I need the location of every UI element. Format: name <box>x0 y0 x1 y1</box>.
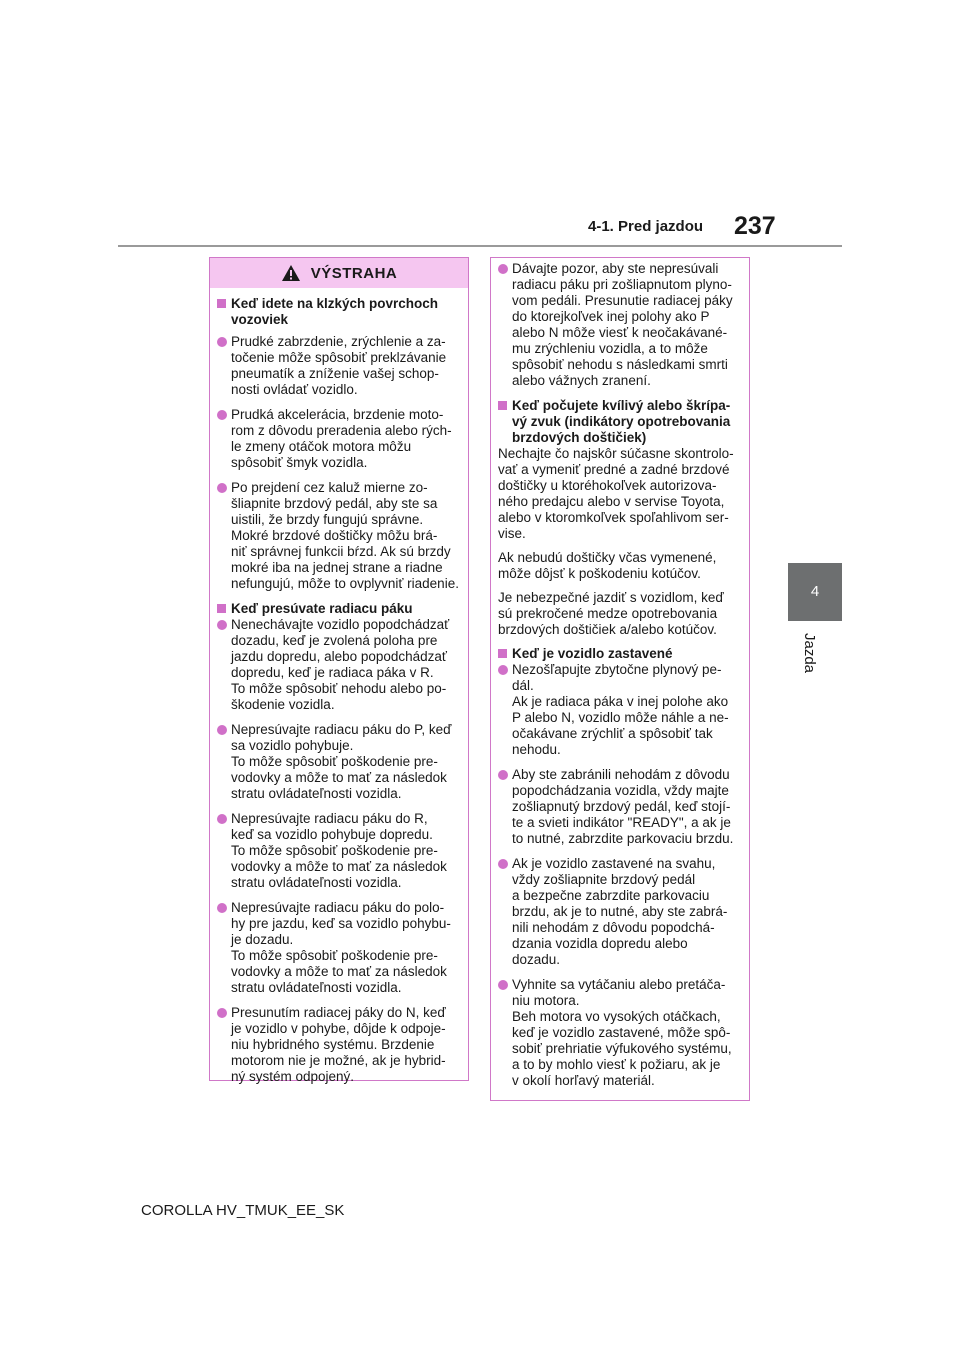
heading-text: Keď presúvate radiacu páku <box>231 601 413 616</box>
item-text: Aby ste zabránili nehodám z dôvodu popodchádzania vozidla, vždy majte zošliapnutý brzdový pedál, keď stojí- te a svieti indikátor "READY", a ak je to nutné, zabrzdite parkovaciu brzdu. <box>512 767 734 846</box>
item-text: Nepresúvajte radiacu páku do P, keď sa vozidlo pohybuje. To môže spôsobiť poškodenie pre- vodovky a môže to mať za následok stratu ovládateľnosti vozidla. <box>231 722 452 801</box>
bullet-icon <box>217 337 227 347</box>
list-item <box>498 662 743 758</box>
bullet-icon <box>217 725 227 735</box>
list-item <box>217 900 462 996</box>
list-item <box>217 407 462 471</box>
list-item <box>217 1005 462 1085</box>
section-heading <box>217 601 462 617</box>
section-title: 4-1. Pred jazdou <box>588 218 704 235</box>
bullet-icon <box>217 903 227 913</box>
bullet-icon <box>217 1008 227 1018</box>
bullet-icon <box>217 410 227 420</box>
bullet-icon <box>217 483 227 493</box>
page-number: 237 <box>734 212 776 240</box>
item-text: Nepresúvajte radiacu páku do R, keď sa vozidlo pohybuje dopredu. To môže spôsobiť poškodenie pre- vodovky a môže to mať za následok stratu ovládateľnosti vozidla. <box>231 811 447 890</box>
item-text: Nepresúvajte radiacu páku do polo- hy pre jazdu, keď sa vozidlo pohybu- je dozadu. To môže spôsobiť poškodenie pre- vodovky a môže to mať za následok stratu ovládateľnosti vozidla. <box>231 900 451 995</box>
square-bullet-icon <box>498 649 507 658</box>
bullet-icon <box>498 770 508 780</box>
section-heading <box>498 646 743 662</box>
list-item <box>217 480 462 592</box>
bullet-icon <box>217 620 227 630</box>
item-text: Vyhnite sa vytáčaniu alebo pretáča- niu motora. Beh motora vo vysokých otáčkach, keď je vozidlo zastavené, môže spô- sobiť prehriatie výfukového systému, a to by mohlo viesť k požiaru, ak je v okolí horľavý materiál. <box>512 977 732 1088</box>
list-item <box>217 811 462 891</box>
heading-text: Keď idete na klzkých povrchoch vozoviek <box>231 296 439 327</box>
bullet-icon <box>498 980 508 990</box>
list-item <box>217 617 462 713</box>
item-text: Dávajte pozor, aby ste nepresúvali radiacu páku pri zošliapnutom plyno- vom pedáli. Presunutie radiacej páky do ktorejkoľvek inej polohy ako P alebo N môže viesť k neočakávané- mu zrýchleniu vozidla, a to môže spôsobiť nehodu s následkami smrti alebo vážnych zranení. <box>512 261 733 388</box>
item-text: Nenechávajte vozidlo popodchádzať dozadu, keď je zvolená poloha pre jazdu dopredu, alebo popodchádzať dopredu, keď je radiaca páka v R. To môže spôsobiť nehodu alebo po- škodenie vozidla. <box>231 617 450 712</box>
header-divider <box>118 245 842 247</box>
list-item <box>498 767 743 847</box>
bullet-icon <box>498 859 508 869</box>
chapter-label: Jazda <box>801 633 818 674</box>
bullet-icon <box>498 665 508 675</box>
bullet-icon <box>498 264 508 274</box>
warning-box-right <box>490 257 750 1101</box>
heading-text: Keď počujete kvílivý alebo škrípa- vý zvuk (indikátory opotrebovania brzdových doštičiek) <box>512 398 731 445</box>
section-heading <box>498 398 743 446</box>
warning-title: VÝSTRAHA <box>310 264 398 282</box>
heading-text: Keď je vozidlo zastavené <box>512 646 673 661</box>
item-text: Prudká akcelerácia, brzdenie moto- rom z dôvodu preradenia alebo rých- le zmeny otáčok motora môžu spôsobiť šmyk vozidla. <box>231 407 452 470</box>
list-item <box>498 261 743 389</box>
paragraph: Ak nebudú doštičky včas vymenené, môže dôjsť k poškodeniu kotúčov. <box>498 550 717 581</box>
bullet-icon <box>217 814 227 824</box>
square-bullet-icon <box>217 299 226 308</box>
warning-triangle-icon <box>281 264 301 282</box>
paragraph: Nechajte čo najskôr súčasne skontrolo- vať a vymeniť predné a zadné brzdové doštičky u ktoréhokoľvek autorizova- ného predajcu alebo v servise Toyota, alebo v ktoromkoľvek spoľahlivom ser- vise. <box>498 446 734 541</box>
item-text: Prudké zabrzdenie, zrýchlenie a za- točenie môže spôsobiť preklzávanie pneumatík a zníženie vašej schop- nosti ovládať vozidlo. <box>231 334 447 397</box>
item-text: Presunutím radiacej páky do N, keď je vozidlo v pohybe, dôjde k odpoje- niu hybridného systému. Brzdenie motorom nie je možné, ak je hybrid- ný systém odpojený. <box>231 1005 446 1084</box>
item-text: Ak je vozidlo zastavené na svahu, vždy zošliapnite brzdový pedál a bezpečne zabrzdite parkovaciu brzdu, ak je to nutné, aby ste zabrá- nili nehodám z dôvodu popodchá- dzania vozidla dopredu alebo dozadu. <box>512 856 728 967</box>
warning-header <box>210 258 468 288</box>
section-heading <box>217 296 462 328</box>
square-bullet-icon <box>498 401 507 410</box>
list-item <box>217 334 462 398</box>
document-code: COROLLA HV_TMUK_EE_SK <box>141 1202 345 1219</box>
item-text: Po prejdení cez kaluž mierne zo- šliapnite brzdový pedál, aby ste sa uistili, že brzdy fungujú správne. Mokré brzdové doštičky môžu brá- niť správnej funkcii bŕzd. Ak sú brzdy mokré iba na jednej strane a riadne nefungujú, môže to ovplyvniť riadenie. <box>231 480 459 591</box>
chapter-tab: 4 <box>788 563 842 621</box>
list-item <box>498 856 743 968</box>
warning-box-left <box>209 257 469 1084</box>
list-item <box>217 722 462 802</box>
list-item <box>498 977 743 1089</box>
paragraph: Je nebezpečné jazdiť s vozidlom, keď sú prekročené medze opotrebovania brzdových doštičiek a/alebo kotúčov. <box>498 590 724 637</box>
square-bullet-icon <box>217 604 226 613</box>
item-text: Nezošľapujte zbytočne plynový pe- dál. Ak je radiaca páka v inej polohe ako P alebo N, vozidlo môže náhle a ne- očakávane zrýchliť a spôsobiť tak nehodu. <box>512 662 729 757</box>
